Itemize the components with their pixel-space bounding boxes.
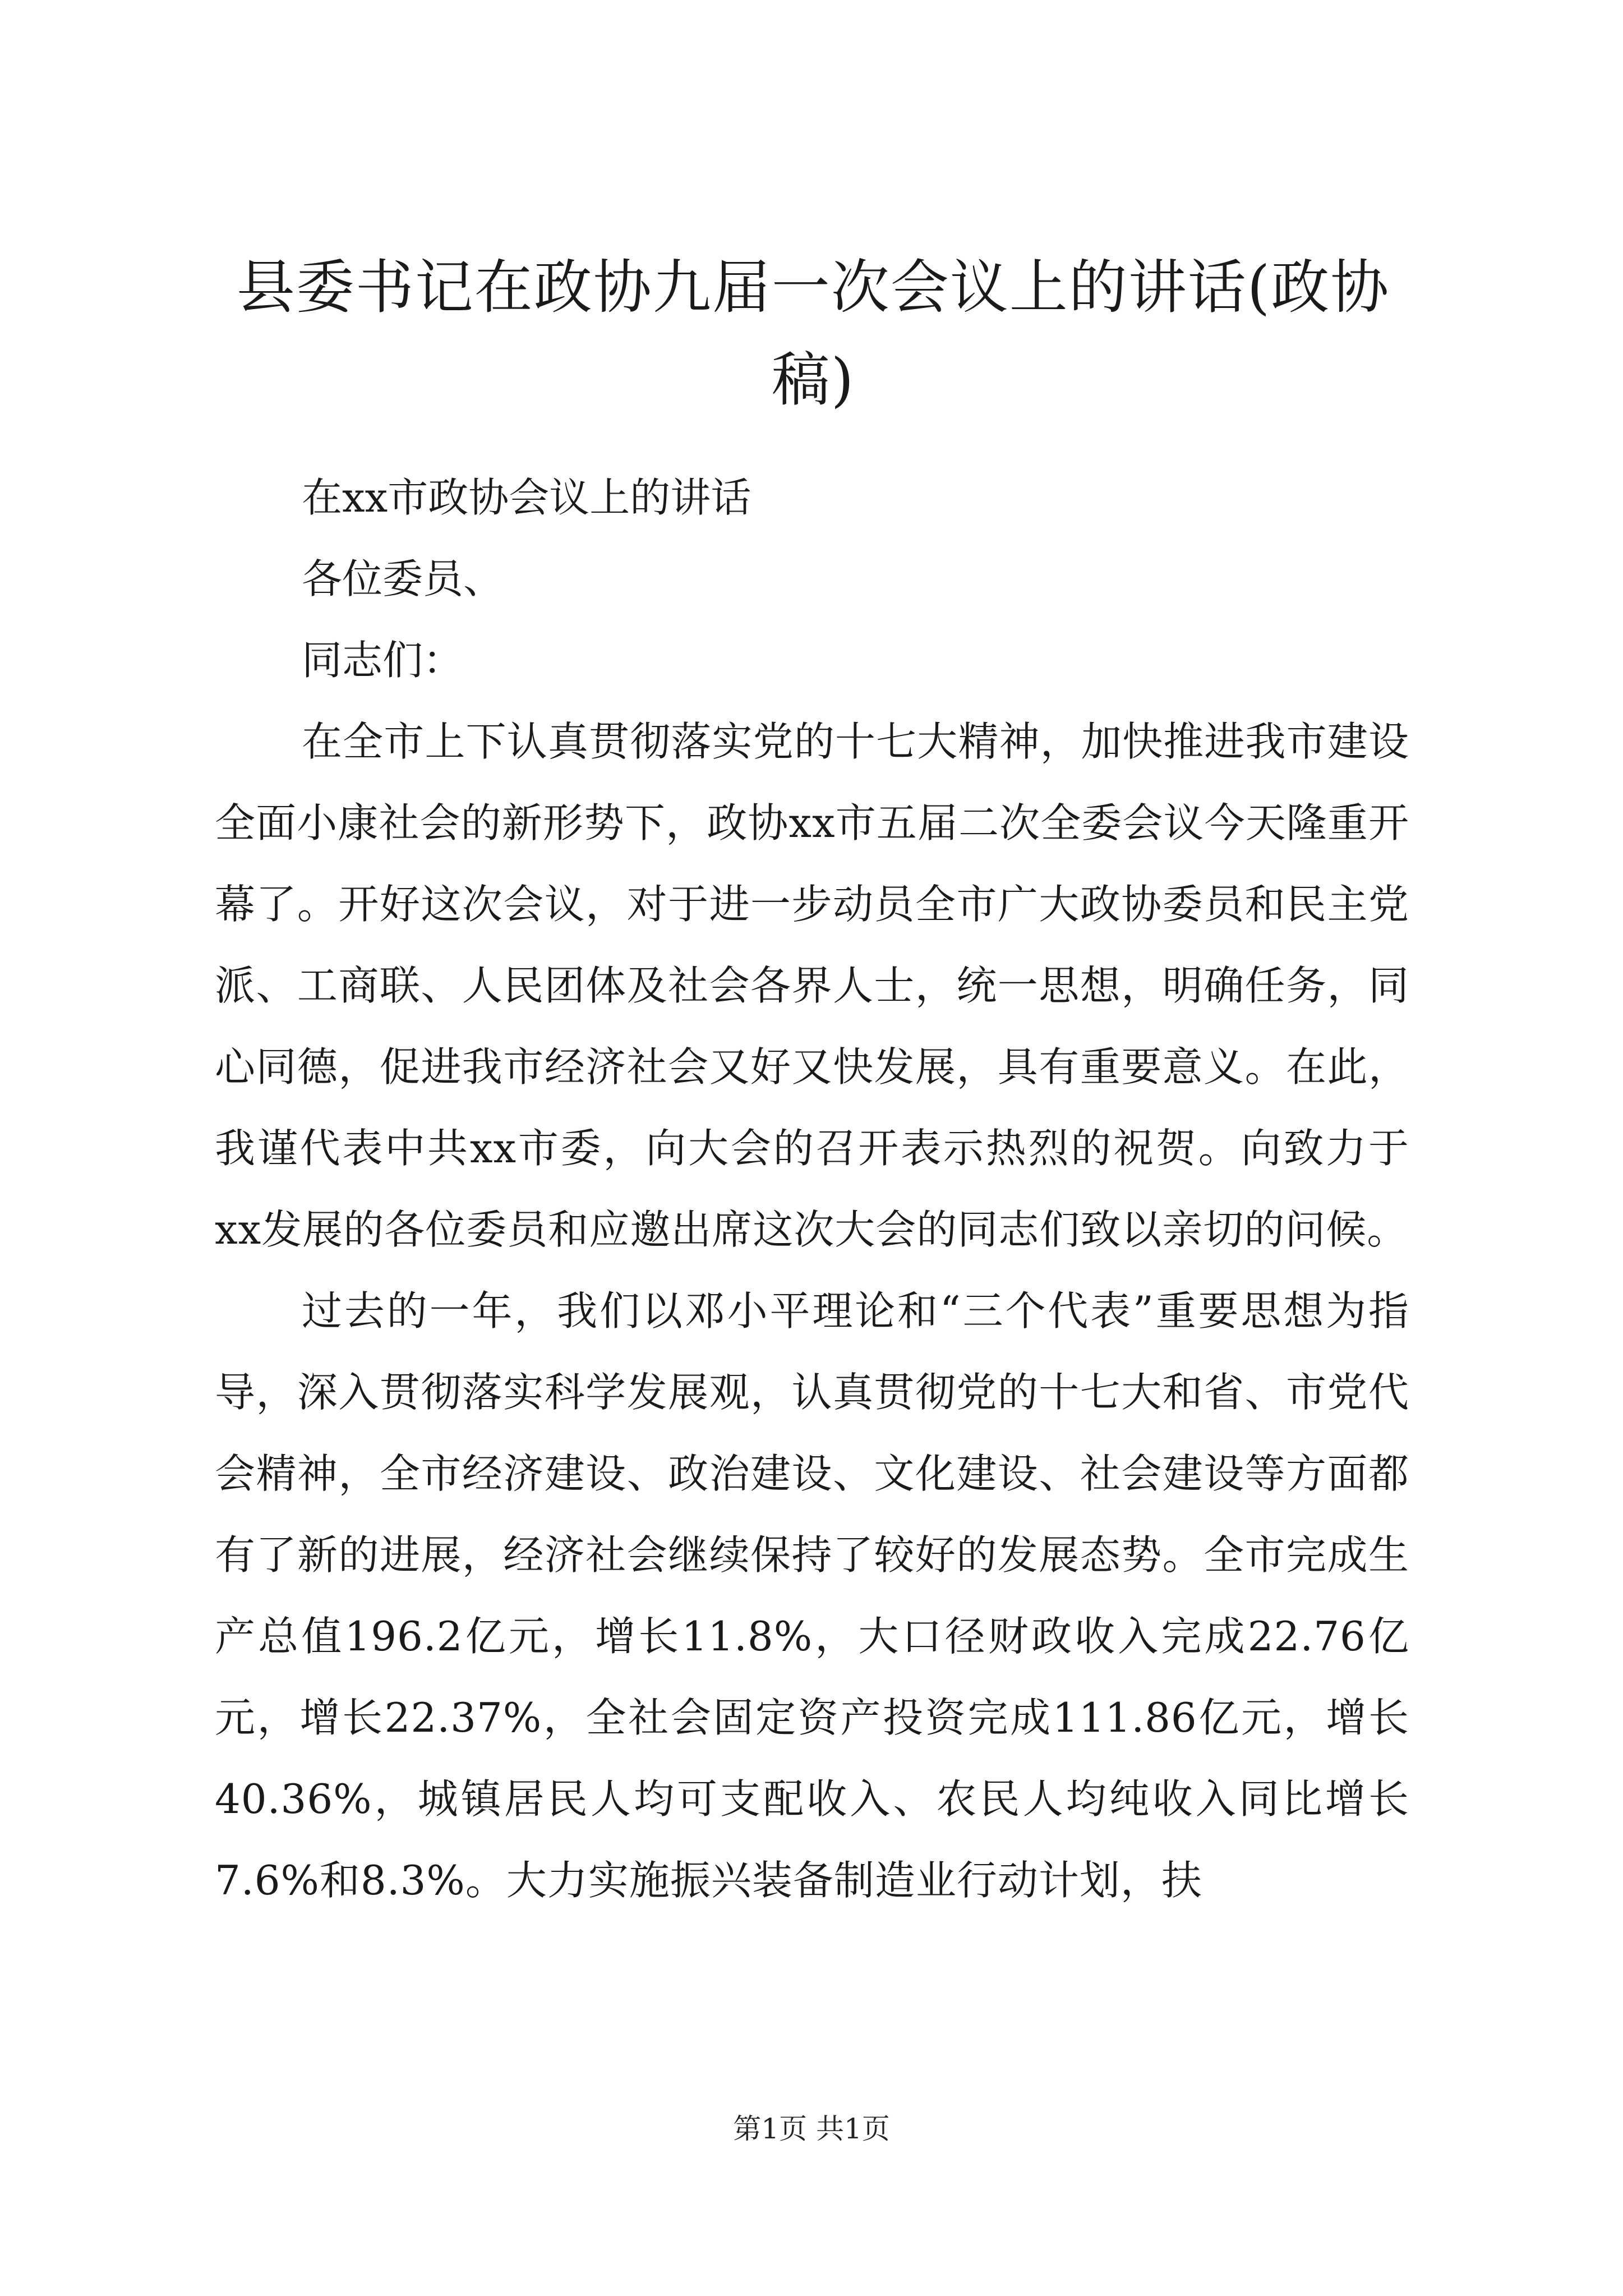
salutation-line-2: 同志们：	[302, 637, 464, 684]
page-footer: 第1页 共1页	[733, 2113, 890, 2145]
paragraph-opening: 在全市上下认真贯彻落实党的十七大精神，加快推进我市建设全面小康社会的新形势下，政协xx市五届二次全委会议今天隆重开幕了。开好这次会议，对于进一步动员全市广大政协委员和民主党派、工商联、人民团体及社会各界人士，统一思想，明确任务，同心同德，促进我市经济社会又好又快发展，具有重要意义。在此，我谨代表中共xx市委，向大会的召开表示热烈的祝贺。向致力于xx发展的各位委员和应邀出席这次大会的同志们致以亲切的问候。	[215, 718, 1409, 1253]
document-body	[215, 457, 1409, 1921]
salutation-line-1: 各位委员、	[302, 555, 504, 602]
document-title: 县委书记在政协九届一次会议上的讲话(政协稿)	[236, 253, 1390, 414]
speech-subtitle: 在xx市政协会议上的讲话	[302, 474, 751, 521]
paragraph-review: 过去的一年，我们以邓小平理论和“三个代表”重要思想为指导，深入贯彻落实科学发展观，认真贯彻党的十七大和省、市党代会精神，全市经济建设、政治建设、文化建设、社会建设等方面都有了新的进展，经济社会继续保持了较好的发展态势。全市完成生产总值196.2亿元，增长11.8%，大口径财政收入完成22.76亿元，增长22.37%，全社会固定资产投资完成111.86亿元，增长40.36%，城镇居民人均可支配收入、农民人均纯收入同比增长7.6%和8.3%。大力实施振兴装备制造业行动计划，扶	[215, 1287, 1409, 1904]
